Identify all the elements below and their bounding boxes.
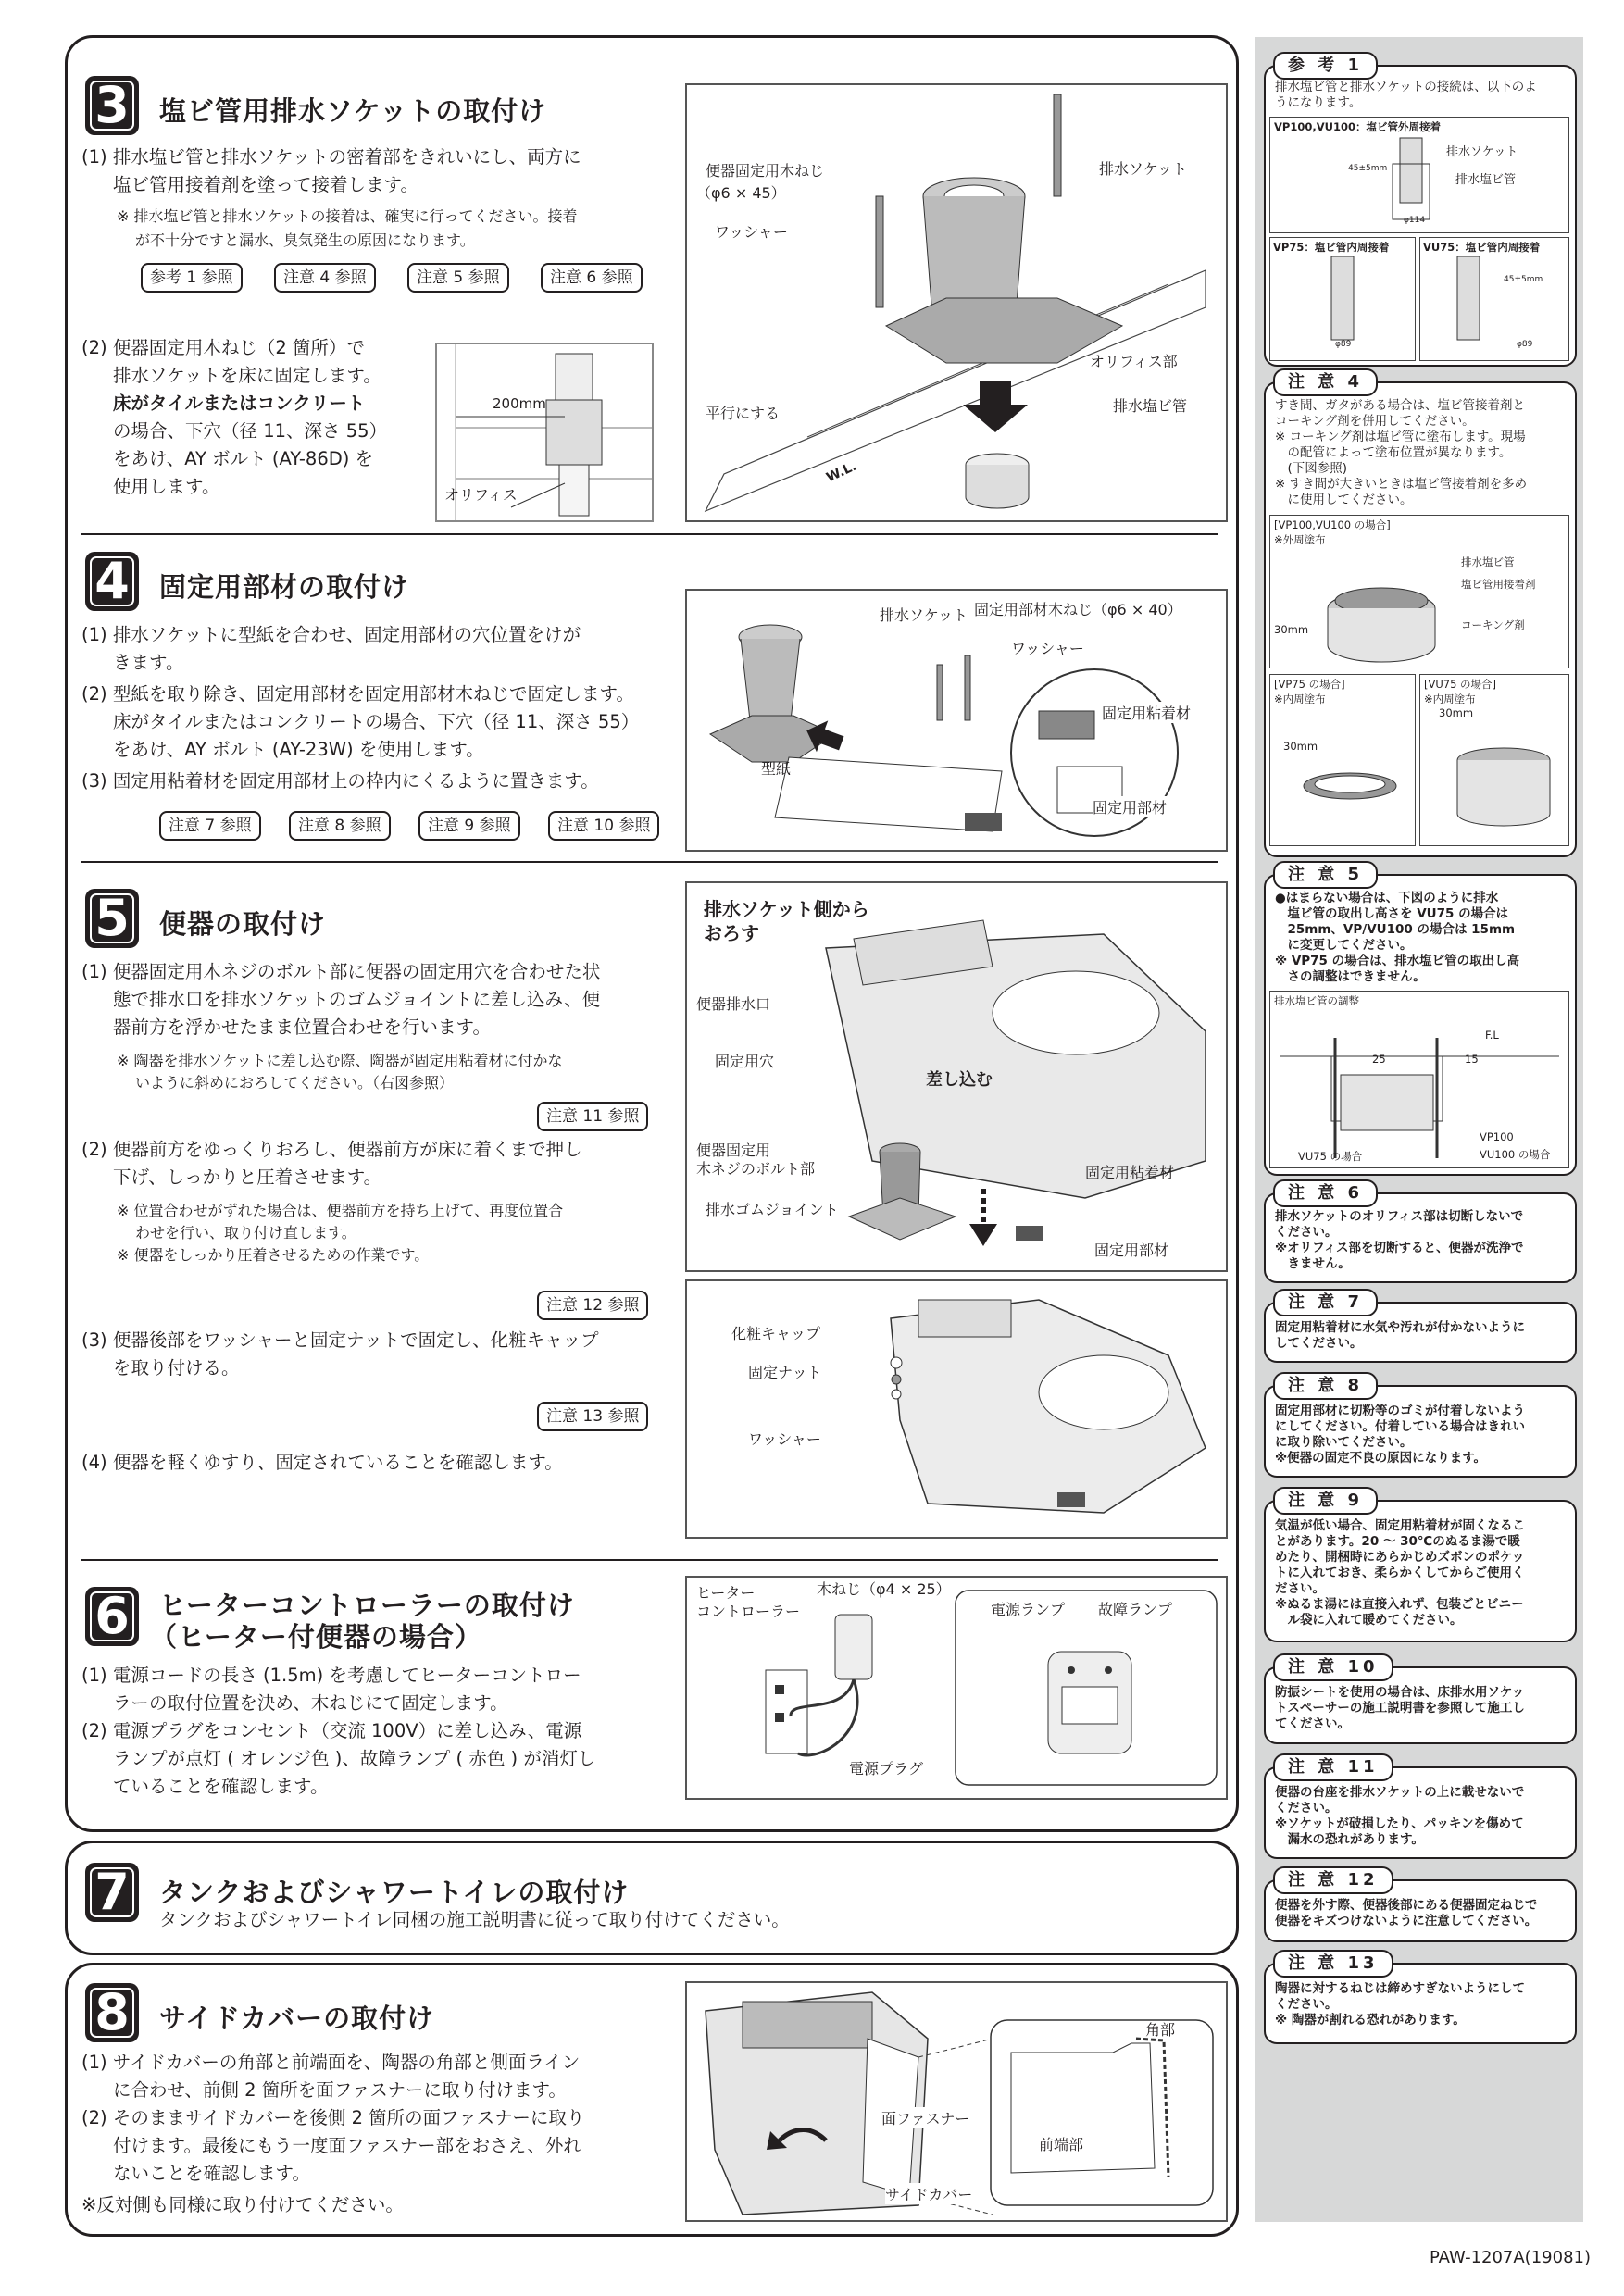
ref1-fig1-dim: 45±5mm bbox=[1348, 164, 1388, 173]
note-10-l1: 防振シートを使用の場合は、床排水用ソケッ bbox=[1275, 1685, 1525, 1700]
sec5-n2b: わせを行い、取り付け直します。 bbox=[135, 1224, 356, 1242]
sec8-fig-cover-label: サイドカバー bbox=[885, 2183, 972, 2204]
sec8-p1b: に合わせ、前側 2 箇所を面ファスナーに取り付けます。 bbox=[113, 2079, 567, 2101]
note-9-l6: ※ぬるま湯には直接入れず、包装ごとビニー bbox=[1275, 1597, 1524, 1612]
sec3-small-orifice-label: オリフィス bbox=[444, 486, 518, 504]
sec5-fig-head1: 排水ソケット側から bbox=[704, 898, 869, 920]
note-8-l3: に取り除いてください。 bbox=[1275, 1435, 1413, 1450]
note-13-tag: 注 意 13 bbox=[1273, 1950, 1393, 1978]
note-12-l2: 便器をキズつけないように注意してください。 bbox=[1275, 1914, 1538, 1928]
note-ref1 bbox=[1264, 56, 1577, 367]
ref-chui12-link[interactable]: 注意 12 参照 bbox=[537, 1291, 648, 1320]
note-12 bbox=[1264, 1870, 1577, 1942]
sec5-p3b: を取り付ける。 bbox=[113, 1357, 240, 1379]
note-4-l3: ※ コーキング剤は塩ビ管に塗布します。現場 bbox=[1275, 430, 1526, 444]
sec5-fig-bolt2-label: 木ネジのボルト部 bbox=[696, 1160, 816, 1178]
note-ref1-text2: うになります。 bbox=[1275, 95, 1362, 110]
sec3-n1a: ※ 排水塩ビ管と排水ソケットの接着は、確実に行ってください。接着 bbox=[117, 207, 578, 225]
step-8-number: 8 bbox=[85, 1983, 139, 2042]
sec4-p2c: をあけ、AY ボルト (AY-23W) を使用します。 bbox=[113, 739, 484, 760]
note-13-l3: ※ 陶器が割れる恐れがあります。 bbox=[1275, 2013, 1466, 2028]
sec4-p2b: 床がタイルまたはコンクリートの場合、下穴（径 11、深さ 55） bbox=[113, 711, 640, 732]
sec8-p1a: (1) サイドカバーの角部と前端面を、陶器の角部と側面ライン bbox=[81, 2052, 581, 2073]
sec6-p2b: ランプが点灯 ( オレンジ色 )、故障ランプ ( 赤色 ) が消灯し bbox=[113, 1748, 596, 1769]
sec3-small-figure bbox=[435, 343, 654, 522]
note-9-l7: ル袋に入れて暖めてください。 bbox=[1275, 1613, 1463, 1628]
sec3-fig-wl-label: W.L. bbox=[824, 458, 859, 486]
note4-fig3-sub: ※内周塗布 bbox=[1424, 693, 1476, 705]
note-11-l3: ※ソケットが破損したり、パッキンを傷めて bbox=[1275, 1816, 1524, 1831]
sec5-n2c: ※ 便器をしっかり圧着させるための作業です。 bbox=[117, 1246, 430, 1264]
sec5-p1c: 器前方を浮かせたまま位置合わせを行います。 bbox=[113, 1017, 491, 1038]
sec5-fig-insert-label: 差し込む bbox=[926, 1070, 993, 1090]
sec3-p1b: 塩ビ管用接着剤を塗って接着します。 bbox=[113, 174, 418, 195]
note-9-l1: 気温が低い場合、固定用粘着材が固くなるこ bbox=[1275, 1518, 1525, 1533]
sec5-p1b: 態で排水口を排水ソケットのゴムジョイントに差し込み、便 bbox=[113, 989, 601, 1010]
ref1-fig3-title: VU75：塩ビ管内周接着 bbox=[1423, 241, 1541, 254]
note4-fig2-drawing bbox=[1270, 675, 1415, 845]
note-10-l2: トスペーサーの施工説明書を参照して施工し bbox=[1275, 1701, 1525, 1716]
step-5-title: 便器の取付け bbox=[159, 908, 327, 940]
note-4-l2: コーキング剤を併用してください。 bbox=[1275, 414, 1475, 429]
note4-fig1-glue: 塩ビ管用接着剤 bbox=[1461, 578, 1536, 591]
sec8-p2c: ないことを確認します。 bbox=[113, 2163, 310, 2184]
note-7 bbox=[1264, 1292, 1577, 1363]
sec3-n1b: が不十分ですと漏水、臭気発生の原因になります。 bbox=[135, 231, 475, 249]
note-8 bbox=[1264, 1376, 1577, 1478]
sec3-p2e: をあけ、AY ボルト (AY-86D) を bbox=[113, 448, 374, 469]
sec5-fig-bolt1-label: 便器固定用 bbox=[696, 1142, 771, 1159]
sec4-fig-adhesive-label: 固定用粘着材 bbox=[1102, 702, 1191, 723]
ref1-fig2 bbox=[1269, 237, 1416, 361]
sec4-fig-screw-label: 固定用部材木ねじ（φ6 × 40） bbox=[974, 601, 1182, 618]
note-5-l2: 塩ビ管の取出し高さを VU75 の場合は bbox=[1275, 906, 1509, 921]
ref-chui9-link[interactable]: 注意 9 参照 bbox=[418, 811, 520, 841]
note-12-tag: 注 意 12 bbox=[1273, 1866, 1393, 1894]
note4-fig3-drawing bbox=[1420, 675, 1568, 845]
sec6-p1a: (1) 電源コードの長さ (1.5m) を考慮してヒーターコントロー bbox=[81, 1665, 581, 1686]
sec6-fig-plug-label: 電源プラグ bbox=[849, 1760, 924, 1778]
note-8-l1: 固定用部材に切粉等のゴミが付着しないよう bbox=[1275, 1404, 1525, 1418]
note-11-l4: 漏水の恐れがあります。 bbox=[1275, 1832, 1424, 1847]
note-6-l4: きません。 bbox=[1275, 1256, 1351, 1271]
ref-chui11-link[interactable]: 注意 11 参照 bbox=[537, 1102, 648, 1131]
sec3-p2b: 排水ソケットを床に固定します。 bbox=[113, 365, 381, 386]
ref-chui13-link[interactable]: 注意 13 参照 bbox=[537, 1402, 648, 1431]
sec3-p2a: (2) 便器固定用木ねじ（2 箇所）で bbox=[81, 337, 365, 358]
sec8-sidecover-figure bbox=[685, 1981, 1228, 2222]
note4-fig2-dim: 30mm bbox=[1283, 740, 1318, 753]
ref1-fig1-dia: φ114 bbox=[1404, 216, 1426, 225]
sec5-fig-head2: おろす bbox=[704, 922, 759, 944]
sec6-fig-ctrl2-label: コントローラー bbox=[696, 1603, 801, 1620]
step-7-number: 7 bbox=[85, 1863, 139, 1922]
sec7-text: タンクおよびシャワートイレ同梱の施工説明書に従って取り付けてください。 bbox=[159, 1909, 790, 1930]
note4-fig2-sub: ※内周塗布 bbox=[1274, 693, 1326, 705]
note-4-l1: すき間、ガタがある場合は、塩ビ管接着剤と bbox=[1275, 398, 1525, 413]
sec3-p2c: 床がタイルまたはコンクリート bbox=[113, 393, 366, 414]
sec4-fig-washer-label: ワッシャー bbox=[1011, 640, 1084, 657]
sec3-fig-screw-label: 便器固定用木ねじ bbox=[706, 162, 825, 180]
sec3-fig-washer-label: ワッシャー bbox=[715, 223, 788, 241]
ref1-fig1-socket: 排水ソケット bbox=[1446, 145, 1518, 159]
note-10-tag: 注 意 10 bbox=[1273, 1653, 1393, 1681]
note-9 bbox=[1264, 1491, 1577, 1642]
sec3-fig-parallel-label: 平行にする bbox=[706, 405, 781, 422]
sec4-fig-socket-label: 排水ソケット bbox=[880, 606, 968, 624]
ref1-fig2-dia: φ89 bbox=[1335, 340, 1352, 349]
sec4-p3: (3) 固定用粘着材を固定用部材上の枠内にくるように置きます。 bbox=[81, 770, 599, 792]
sec6-fig-screw-label: 木ねじ（φ4 × 25） bbox=[817, 1580, 951, 1598]
note5-fig-title: 排水塩ビ管の調整 bbox=[1274, 994, 1359, 1007]
ref-chui5-link[interactable]: 注意 5 参照 bbox=[407, 263, 509, 293]
note-6-l2: ください。 bbox=[1275, 1225, 1338, 1240]
sec3-p2d: の場合、下穴（径 11、深さ 55） bbox=[113, 420, 388, 442]
step-8-title: サイドカバーの取付け bbox=[159, 2003, 435, 2034]
note-5-l1: ●はまらない場合は、下図のように排水 bbox=[1275, 891, 1499, 905]
step-7-title: タンクおよびシャワートイレの取付け bbox=[159, 1877, 630, 1908]
sec5-rear-figure bbox=[685, 1279, 1228, 1539]
note4-fig2-title: [VP75 の場合] bbox=[1274, 678, 1345, 691]
sec3-socket-figure bbox=[685, 83, 1228, 522]
note-9-l4: トに入れておき、柔らかくしてからご使用く bbox=[1275, 1566, 1525, 1580]
note4-fig1-sub: ※外周塗布 bbox=[1274, 533, 1326, 546]
divider-4-5 bbox=[81, 861, 1218, 863]
step-5-number: 5 bbox=[85, 889, 139, 948]
note4-fig1-drawing bbox=[1270, 516, 1568, 668]
sec5-fig2-washer-label: ワッシャー bbox=[748, 1430, 821, 1448]
note5-fig bbox=[1269, 991, 1569, 1168]
note5-fig-fl: F.L bbox=[1485, 1029, 1499, 1042]
sec6-p2a: (2) 電源プラグをコンセント（交流 100V）に差し込み、電源 bbox=[81, 1720, 582, 1741]
note4-fig2 bbox=[1269, 674, 1416, 846]
note-7-l1: 固定用粘着材に水気や汚れが付かないように bbox=[1275, 1320, 1525, 1335]
note-4-tag: 注 意 4 bbox=[1273, 368, 1378, 396]
sec8-p3: ※反対側も同様に取り付けてください。 bbox=[81, 2194, 404, 2215]
sec4-p1b: きます。 bbox=[113, 652, 184, 673]
note-6 bbox=[1264, 1183, 1577, 1283]
ref1-fig2-title: VP75：塩ビ管内周接着 bbox=[1273, 241, 1390, 254]
ref-chui6-link[interactable]: 注意 6 参照 bbox=[541, 263, 643, 293]
note-9-l5: ださい。 bbox=[1275, 1581, 1325, 1596]
ref1-fig1 bbox=[1269, 117, 1569, 233]
ref-sankou1-link[interactable]: 参考 1 参照 bbox=[141, 263, 243, 293]
note4-fig1-title: [VP100,VU100 の場合] bbox=[1274, 518, 1391, 531]
note4-fig3-title: [VU75 の場合] bbox=[1424, 678, 1497, 691]
note-11-tag: 注 意 11 bbox=[1273, 1753, 1393, 1781]
sec6-fig-power-lamp-label: 電源ランプ bbox=[991, 1601, 1066, 1618]
note4-fig1-dim: 30mm bbox=[1274, 623, 1309, 636]
sec6-fig-fault-lamp-label: 故障ランプ bbox=[1098, 1601, 1173, 1618]
note-5-l4: に変更してください。 bbox=[1275, 938, 1413, 953]
step-6-number: 6 bbox=[85, 1587, 139, 1646]
note-13-l2: ください。 bbox=[1275, 1997, 1338, 2012]
sec4-fixing-figure bbox=[685, 589, 1228, 852]
sec5-fig-adhesive-label: 固定用粘着材 bbox=[1085, 1164, 1175, 1181]
note4-fig3 bbox=[1419, 674, 1569, 846]
note-5 bbox=[1264, 865, 1577, 1176]
sec4-fig-template-label: 型紙 bbox=[761, 760, 792, 778]
sec4-p2a: (2) 型紙を取り除き、固定用部材を固定用部材木ねじで固定します。 bbox=[81, 683, 634, 705]
note-10-l3: てください。 bbox=[1275, 1716, 1350, 1731]
note-4-l7: に使用してください。 bbox=[1275, 493, 1413, 507]
note5-fig-25: 25 bbox=[1372, 1053, 1386, 1066]
note-ref1-tag: 参 考 1 bbox=[1273, 52, 1378, 80]
ref1-fig3-drawing bbox=[1420, 238, 1568, 360]
notes-sidebar bbox=[1255, 37, 1583, 2222]
note-6-tag: 注 意 6 bbox=[1273, 1179, 1378, 1207]
sec6-controller-figure bbox=[685, 1576, 1228, 1800]
note-6-l3: ※オリフィス部を切断すると、便器が洗浄で bbox=[1275, 1241, 1524, 1255]
note-7-tag: 注 意 7 bbox=[1273, 1289, 1378, 1316]
note-4 bbox=[1264, 372, 1577, 857]
ref-chui8-link[interactable]: 注意 8 参照 bbox=[289, 811, 391, 841]
note4-fig1-pipe: 排水塩ビ管 bbox=[1461, 555, 1515, 568]
note-13-l1: 陶器に対するねじは締めすぎないようにして bbox=[1275, 1981, 1525, 1996]
sec5-n1b: いように斜めにおろしてください。（右図参照） bbox=[135, 1074, 455, 1092]
sec5-fig-drain-label: 便器排水口 bbox=[696, 995, 771, 1013]
note-4-l5: (下図参照) bbox=[1275, 461, 1348, 476]
note4-fig3-dim: 30mm bbox=[1439, 706, 1474, 719]
sec8-fig-front-label: 前端部 bbox=[1039, 2136, 1084, 2153]
sec6-p2c: ていることを確認します。 bbox=[113, 1776, 329, 1797]
sec4-fig-member-label: 固定用部材 bbox=[1093, 796, 1167, 817]
sec3-fig-socket-label: 排水ソケット bbox=[1099, 160, 1188, 178]
note-10 bbox=[1264, 1657, 1577, 1744]
step-3-number: 3 bbox=[85, 76, 139, 135]
note-13 bbox=[1264, 1953, 1577, 2044]
sec5-p2b: 下げ、しっかりと圧着させます。 bbox=[113, 1167, 382, 1188]
step-4-title: 固定用部材の取付け bbox=[159, 571, 410, 603]
divider-5-6 bbox=[81, 1559, 1218, 1561]
document-code: PAW-1207A(19081) bbox=[1429, 2248, 1591, 2267]
sec5-fig-joint-label: 排水ゴムジョイント bbox=[706, 1201, 839, 1218]
ref1-fig3-dim: 45±5mm bbox=[1504, 275, 1543, 284]
sec8-fig-corner-label: 角部 bbox=[1145, 2021, 1176, 2039]
note-5-l6: さの調整はできません。 bbox=[1275, 969, 1426, 984]
note5-fig-vp100: VP100 bbox=[1480, 1130, 1514, 1143]
sec5-fig2-cap-label: 化粧キャップ bbox=[731, 1325, 821, 1342]
sec5-p4: (4) 便器を軽くゆすり、固定されていることを確認します。 bbox=[81, 1452, 563, 1473]
note-ref1-text1: 排水塩ビ管と排水ソケットの接続は、以下のよ bbox=[1275, 80, 1537, 94]
note4-fig1 bbox=[1269, 515, 1569, 668]
note-5-l5: ※ VP75 の場合は、排水塩ビ管の取出し高 bbox=[1275, 954, 1520, 968]
sec5-n1a: ※ 陶器を排水ソケットに差し込む際、陶器が固定用粘着材に付かな bbox=[117, 1052, 563, 1069]
ref-chui7-link[interactable]: 注意 7 参照 bbox=[159, 811, 261, 841]
sec3-fig-orifice-label: オリフィス部 bbox=[1090, 353, 1178, 370]
note-6-l1: 排水ソケットのオリフィス部は切断しないで bbox=[1275, 1209, 1524, 1224]
note-12-l1: 便器を外す際、便器後部にある便器固定ねじで bbox=[1275, 1898, 1538, 1913]
note5-fig-15: 15 bbox=[1465, 1053, 1479, 1066]
sec6-p1b: ラーの取付位置を決め、木ねじにて固定します。 bbox=[113, 1692, 508, 1714]
step-6-title-2: （ヒーター付便器の場合） bbox=[150, 1621, 482, 1653]
note5-fig-vu75: VU75 の場合 bbox=[1298, 1150, 1363, 1163]
note-4-l6: ※ すき間が大きいときは塩ビ管接着剤を多め bbox=[1275, 477, 1528, 492]
socket-install-illustration bbox=[687, 85, 1226, 520]
note4-fig1-caulk: コーキング剤 bbox=[1461, 618, 1525, 631]
step-6-title-1: ヒーターコントローラーの取付け bbox=[159, 1590, 575, 1621]
note-5-l3: 25mm、VP/VU100 の場合は 15mm bbox=[1275, 922, 1516, 937]
note-8-l4: ※便器の固定不良の原因になります。 bbox=[1275, 1451, 1487, 1466]
note-11-l2: ください。 bbox=[1275, 1801, 1338, 1816]
toilet-rear-fixing-illustration bbox=[687, 1281, 1226, 1537]
sec8-p2b: 付けます。最後にもう一度面ファスナー部をおさえ、外れ bbox=[113, 2135, 581, 2156]
sec3-p1a: (1) 排水塩ビ管と排水ソケットの密着部をきれいにし、両方に bbox=[81, 146, 581, 168]
note-11-l1: 便器の台座を排水ソケットの上に載せないで bbox=[1275, 1785, 1525, 1800]
sec5-fig2-nut-label: 固定ナット bbox=[748, 1364, 822, 1381]
note-7-l2: してください。 bbox=[1275, 1336, 1363, 1351]
ref1-fig1-title: VP100,VU100：塩ビ管外周接着 bbox=[1274, 120, 1441, 133]
sec8-fig-fastener-label: 面ファスナー bbox=[881, 2107, 969, 2128]
sec4-p1a: (1) 排水ソケットに型紙を合わせ、固定用部材の穴位置をけが bbox=[81, 624, 581, 645]
ref-chui4-link[interactable]: 注意 4 参照 bbox=[274, 263, 376, 293]
ref-chui10-link[interactable]: 注意 10 参照 bbox=[548, 811, 659, 841]
sec5-lower-figure bbox=[685, 881, 1228, 1272]
note-5-tag: 注 意 5 bbox=[1273, 861, 1378, 889]
sec3-fig-screw-size-label: （φ6 × 45） bbox=[696, 184, 786, 202]
step-4-number: 4 bbox=[85, 552, 139, 611]
ref1-fig3-dia: φ89 bbox=[1517, 340, 1533, 349]
sec5-n2a: ※ 位置合わせがずれた場合は、便器前方を持ち上げて、再度位置合 bbox=[117, 1202, 564, 1219]
sec6-fig-ctrl1-label: ヒーター bbox=[696, 1584, 756, 1602]
ref1-fig3 bbox=[1419, 237, 1569, 361]
note5-fig-vu100: VU100 の場合 bbox=[1480, 1148, 1551, 1161]
note-9-tag: 注 意 9 bbox=[1273, 1487, 1378, 1515]
note-9-l3: めたり、開梱時にあらかじめズボンのポケッ bbox=[1275, 1550, 1525, 1565]
note-11 bbox=[1264, 1757, 1577, 1859]
sec3-small-dim-label: 200mm bbox=[493, 395, 546, 412]
sec3-fig-pipe-label: 排水塩ビ管 bbox=[1113, 397, 1188, 415]
sec3-p2f: 使用します。 bbox=[113, 476, 220, 497]
sec5-p2a: (2) 便器前方をゆっくりおろし、便器前方が床に着くまで押し bbox=[81, 1139, 582, 1160]
ref1-fig1-pipe: 排水塩ビ管 bbox=[1455, 173, 1517, 187]
note-8-l2: にしてください。付着している場合はきれい bbox=[1275, 1419, 1525, 1434]
sec5-fig-hole-label: 固定用穴 bbox=[715, 1053, 775, 1070]
note-9-l2: とがあります。20 〜 30℃のぬるま湯で暖 bbox=[1275, 1534, 1520, 1549]
note5-fig-drawing bbox=[1270, 992, 1568, 1167]
note-8-tag: 注 意 8 bbox=[1273, 1372, 1378, 1400]
sec8-p2a: (2) そのままサイドカバーを後側 2 箇所の面ファスナーに取り bbox=[81, 2107, 585, 2128]
sec5-p1a: (1) 便器固定用木ネジのボルト部に便器の固定用穴を合わせた状 bbox=[81, 961, 601, 982]
sec5-p3a: (3) 便器後部をワッシャーと固定ナットで固定し、化粧キャップ bbox=[81, 1329, 599, 1351]
note-4-l4: の配管によって塗布位置が異なります。 bbox=[1275, 445, 1512, 460]
sec5-fig-member-label: 固定用部材 bbox=[1094, 1242, 1169, 1259]
step-3-title: 塩ビ管用排水ソケットの取付け bbox=[159, 95, 547, 127]
divider-3-4 bbox=[81, 533, 1218, 535]
